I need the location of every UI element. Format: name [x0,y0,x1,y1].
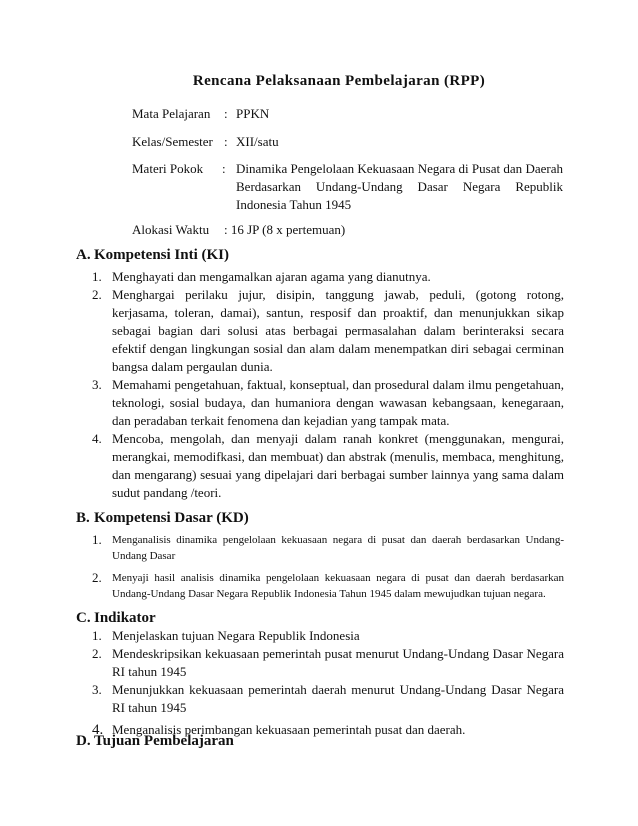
item-text: Menjelaskan tujuan Negara Republik Indonesia [112,628,360,643]
item-number: 2. [92,646,102,661]
list-item [92,645,564,681]
section-heading-c [76,610,156,627]
item-number: 3. [92,682,102,697]
section-letter: C. [76,610,91,626]
list-item [92,570,564,602]
item-number: 2. [92,287,102,302]
item-number: 1. [92,628,102,643]
section-title: Kompetensi Inti (KI) [94,247,229,263]
section-heading-d [76,733,234,750]
meta-separator: : [222,161,226,176]
meta-materi-value: Dinamika Pengelolaan Kekuasaan Negara di Pusat dan Daerah Berdasarkan Undang-Undang Dasar Negara Republik Indonesia Tahun 1945 [236,161,563,212]
item-text: Menganalisis dinamika pengelolaan kekuasaan negara di pusat dan daerah berdasarkan Undang-Undang Dasar [112,534,564,562]
item-text: Menghargai perilaku jujur, disipin, tanggung jawab, peduli, (gotong rotong, kerjasama, toleran, damai), santun, resposif dan proaktif, dan menunjukkan sikap sebagai bagian dari solusi atas berbagai permasalahan dalam berinteraksi secara efektif dengan lingkungan sosial dan alam dalam menempatkan diri sebagai cerminan bangsa dalam pergaulan dunia. [112,287,564,374]
meta-value: : 16 JP (8 x pertemuan) [224,222,346,237]
meta-label: Alokasi Waktu [132,222,210,237]
section-title: Kompetensi Dasar (KD) [94,510,249,526]
item-text: Memahami pengetahuan, faktual, konseptual, dan prosedural dalam ilmu pengetahuan, teknologi, sosial budaya, dan humaniora dengan wawasan kebangsaan, kenegaraan, dan peradaban terkait fenomena dan kejadian yang tampak mata. [112,377,564,428]
meta-value: PPKN [236,106,270,121]
section-letter: D. [76,733,91,749]
item-text: Menghayati dan mengamalkan ajaran agama yang dianutnya. [112,269,431,284]
meta-label: Mata Pelajaran [132,106,211,121]
list-item [92,681,564,717]
item-text: Mencoba, mengolah, dan menyaji dalam ranah konkret (menggunakan, mengurai, merangkai, memodifkasi, dan membuat) dan abstrak (menulis, membaca, menghitung, dan mengarang) sesuai yang dipelajari dari berbagai sumber lainnya yang sama dalam sudut pandang /teori. [112,431,564,500]
list-item [92,532,564,564]
kompetensi-dasar-list [92,532,564,602]
item-number: 4. [92,431,102,446]
section-letter: A. [76,247,91,263]
section-title: Tujuan Pembelajaran [94,733,234,749]
list-item [92,286,564,376]
item-number: 4. [92,722,104,738]
meta-separator: : [224,106,228,121]
indikator-list [92,627,564,739]
kompetensi-inti-list [92,268,564,502]
document-title: Rencana Pelaksanaan Pembelajaran (RPP) [192,73,486,89]
section-letter: B. [76,510,90,526]
section-heading-a [76,247,229,264]
item-number: 1. [92,532,102,547]
list-item [92,268,564,286]
list-item [92,430,564,502]
item-number: 1. [92,269,102,284]
item-text: Menganalisis perimbangan kekuasaan pemerintah pusat dan daerah. [112,722,466,737]
item-number: 2. [92,570,102,585]
item-text: Menyaji hasil analisis dinamika pengelolaan kekuasaan negara di pusat dan daerah berdasarkan Undang-Undang Dasar Negara Republik Indonesia Tahun 1945 dalam mewujudkan tujuan negara. [112,572,564,600]
meta-label: Kelas/Semester [132,134,213,149]
section-title: Indikator [94,610,156,626]
section-heading-b [76,510,249,527]
item-text: Mendeskripsikan kekuasaan pemerintah pusat menurut Undang-Undang Dasar Negara RI tahun 1945 [112,646,564,679]
meta-separator: : [224,134,228,149]
list-item [92,627,564,645]
list-item [92,376,564,430]
item-number: 3. [92,377,102,392]
meta-label: Materi Pokok [132,161,204,176]
item-text: Menunjukkan kekuasaan pemerintah daerah menurut Undang-Undang Dasar Negara RI tahun 1945 [112,682,564,715]
meta-value: XII/satu [236,134,279,149]
